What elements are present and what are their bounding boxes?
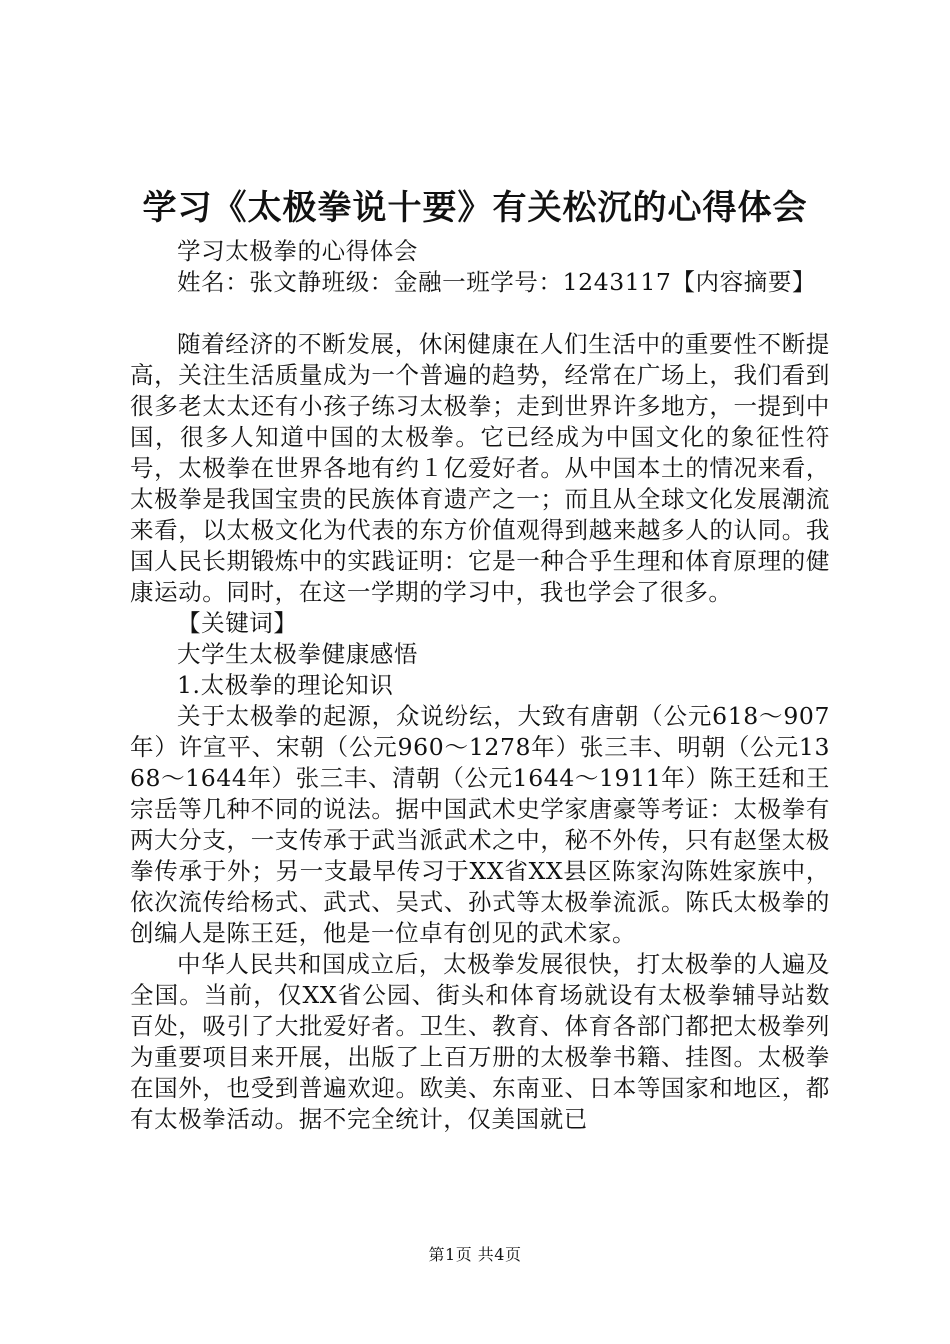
document-body — [130, 236, 830, 1135]
body-paragraph: 中华人民共和国成立后，太极拳发展很快，打太极拳的人遍及全国。当前，仅XX省公园、街头和体育场就设有太极拳辅导站数百处，吸引了大批爱好者。卫生、教育、体育各部门都把太极拳列为重要项目来开展，出版了上百万册的太极拳书籍、挂图。太极拳在国外，也受到普遍欢迎。欧美、东南亚、日本等国家和地区，都有太极拳活动。据不完全统计，仅美国就已 — [130, 950, 830, 1133]
keywords-label: 【关键词】 — [177, 609, 298, 637]
author-line: 姓名：张文静班级：金融一班学号：1243117【内容摘要】 — [177, 268, 817, 296]
keywords: 大学生太极拳健康感悟 — [177, 640, 418, 668]
page-footer: 第1页 共4页 — [428, 1245, 522, 1264]
abstract-paragraph: 随着经济的不断发展，休闲健康在人们生活中的重要性不断提高，关注生活质量成为一个普遍的趋势，经常在广场上，我们看到很多老太太还有小孩子练习太极拳；走到世界许多地方，一提到中国，很多人知道中国的太极拳。它已经成为中国文化的象征性符号，太极拳在世界各地有约１亿爱好者。从中国本土的情况来看，太极拳是我国宝贵的民族体育遗产之一；而且从全球文化发展潮流来看，以太极文化为代表的东方价值观得到越来越多人的认同。我国人民长期锻炼中的实践证明：它是一种合乎生理和体育原理的健康运动。同时，在这一学期的学习中，我也学会了很多。 — [130, 330, 830, 606]
document-title: 学习《太极拳说十要》有关松沉的心得体会 — [142, 188, 808, 228]
section-heading: 1.太极拳的理论知识 — [177, 671, 394, 699]
subtitle: 学习太极拳的心得体会 — [177, 237, 418, 265]
body-paragraph: 关于太极拳的起源，众说纷纭，大致有唐朝（公元618～907年）许宣平、宋朝（公元960～1278年）张三丰、明朝（公元1368～1644年）张三丰、清朝（公元1644～1911年）陈王廷和王宗岳等几种不同的说法。据中国武术史学家唐豪等考证：太极拳有两大分支，一支传承于武当派武术之中，秘不外传，只有赵堡太极拳传承于外；另一支最早传习于XX省XX县区陈家沟陈姓家族中，依次流传给杨式、武式、吴式、孙式等太极拳流派。陈氏太极拳的创编人是陈王廷，他是一位卓有创见的武术家。 — [130, 702, 830, 947]
